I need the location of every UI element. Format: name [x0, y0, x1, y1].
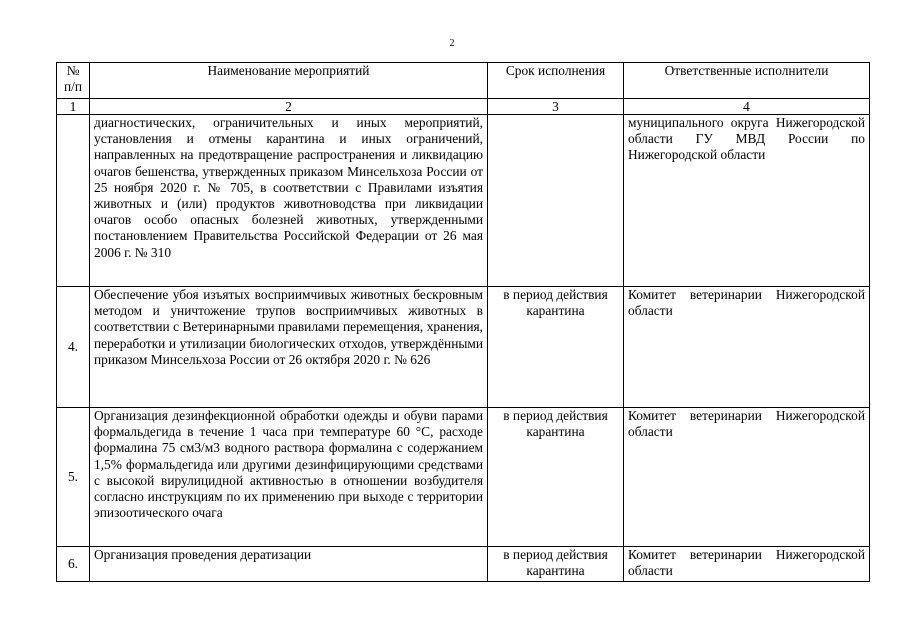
row-number: 6.	[57, 547, 90, 582]
row-term: в период действия карантина	[488, 287, 624, 408]
row-resp: Комитет ветеринарии Нижегородской области	[624, 287, 870, 408]
column-number-row	[57, 99, 870, 115]
row-name: Организация проведения дератизации	[90, 547, 488, 582]
row-resp: Комитет ветеринарии Нижегородской области	[624, 408, 870, 547]
row-number: 5.	[57, 408, 90, 547]
row-term: в период действия карантина	[488, 408, 624, 547]
table-row	[57, 287, 870, 408]
header-num: № п/п	[57, 63, 90, 99]
column-number: 3	[488, 99, 624, 115]
measures-table	[56, 62, 870, 582]
row-name: диагностических, ограничительных и иных мероприятий, установления и отмены карантина и иных ограничений, направленных на предотвращение распространения и ликвидацию очагов бешенства, утвержденных приказом Минсельхоза России от 25 ноября 2020 г. № 705, в соответствии с Правилами изъятия животных и (или) продуктов животноводства при ликвидации очагов особо опасных болезней животных, утвержденными постановлением Правительства Российской Федерации от 26 мая 2006 г. № 310	[90, 115, 488, 287]
row-number: 4.	[57, 287, 90, 408]
row-name: Обеспечение убоя изъятых восприимчивых животных бескровным методом и уничтожение трупов восприимчивых животных в соответствии с Ветеринарными правилами перемещения, хранения, переработки и утилизации биологических отходов, утверждёнными приказом Минсельхоза России от 26 октября 2020 г. № 626	[90, 287, 488, 408]
row-number	[57, 115, 90, 287]
table-row	[57, 408, 870, 547]
row-resp: Комитет ветеринарии Нижегородской области	[624, 547, 870, 582]
header-resp: Ответственные исполнители	[624, 63, 870, 99]
row-name: Организация дезинфекционной обработки одежды и обуви парами формальдегида в течение 1 часа при температуре 60 °С, расходе формалина 75 см3/м3 водного раствора формалина с содержанием 1,5% формальдегида или другими дезинфицирующими средствами с высокой вирулицидной активностью в отношении возбудителя согласно инструкциям по их применению при выходе с территории эпизоотического очага	[90, 408, 488, 547]
row-resp: муниципального округа Нижегородской области ГУ МВД России по Нижегородской области	[624, 115, 870, 287]
row-term: в период действия карантина	[488, 547, 624, 582]
header-term: Срок исполнения	[488, 63, 624, 99]
column-number: 2	[90, 99, 488, 115]
row-term	[488, 115, 624, 287]
table-header-row	[57, 63, 870, 99]
page-number: 2	[449, 38, 455, 49]
header-name: Наименование мероприятий	[90, 63, 488, 99]
table-row	[57, 547, 870, 582]
column-number: 4	[624, 99, 870, 115]
column-number: 1	[57, 99, 90, 115]
table-row	[57, 115, 870, 287]
